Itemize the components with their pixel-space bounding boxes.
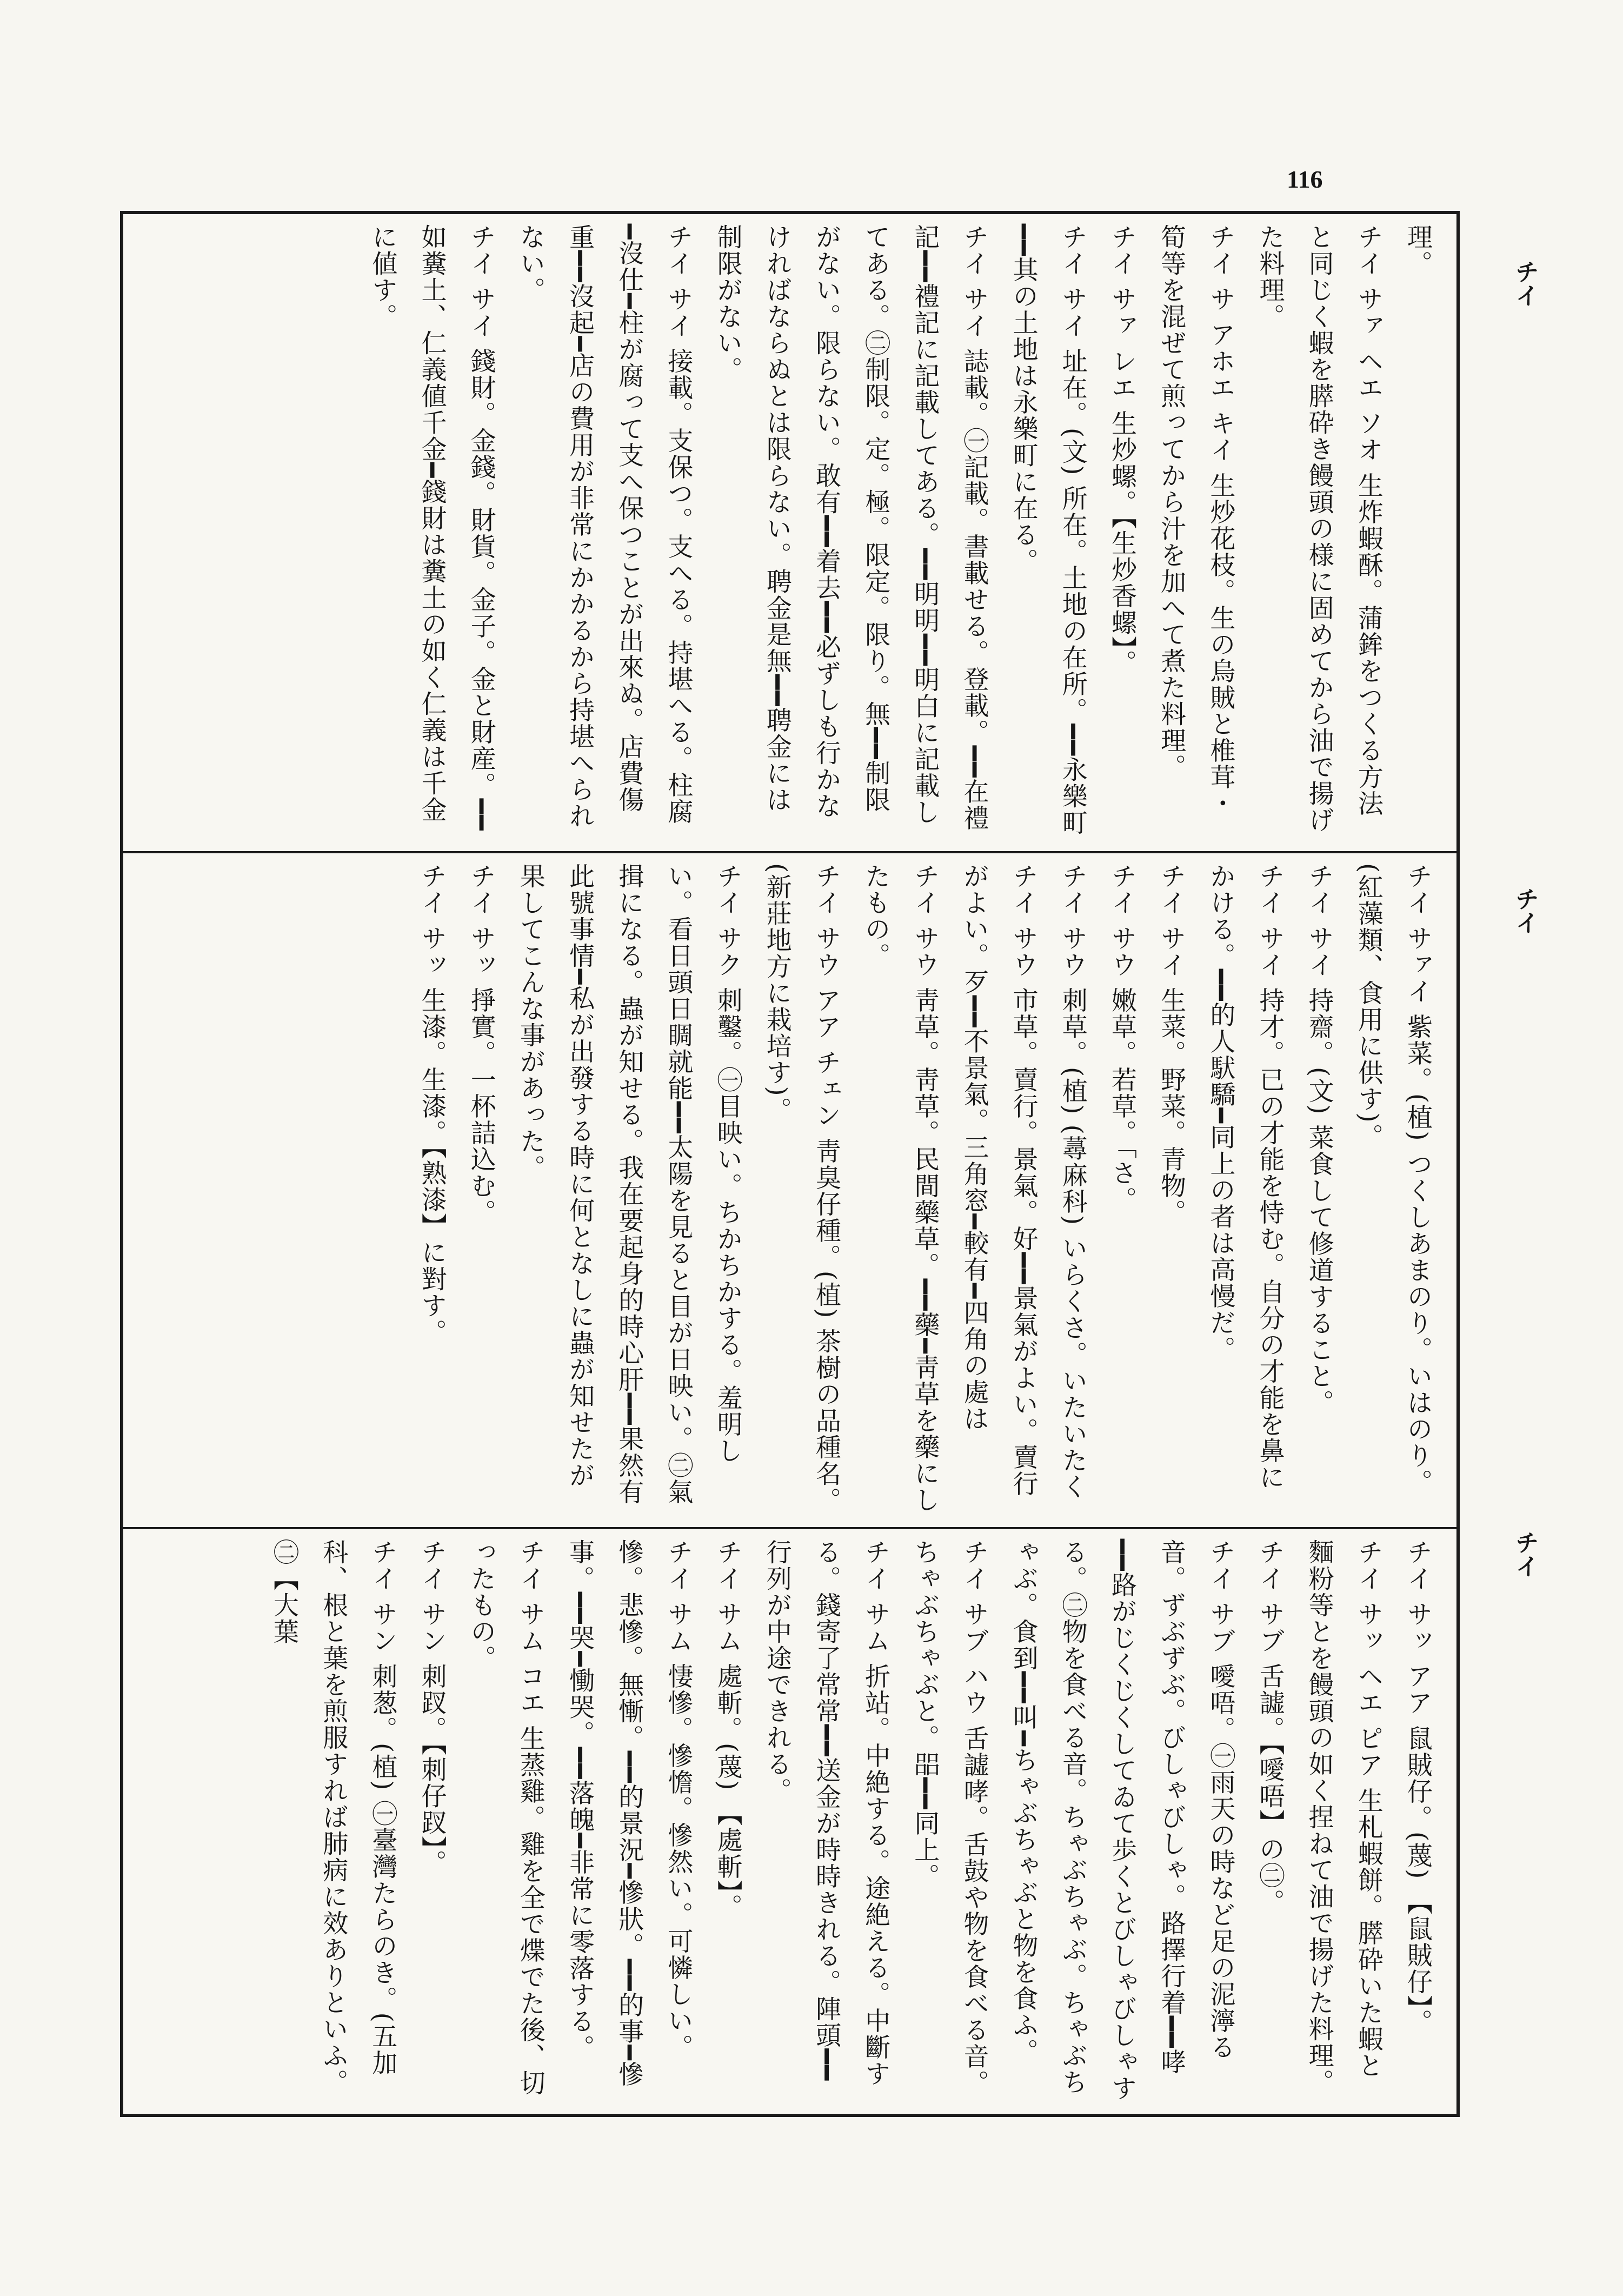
dictionary-entry: チイ サァイ 紫菜。(植) つくしあまのり。いはのり。(紅藻類、食用に供す)。 — [1353, 863, 1433, 1496]
dictionary-entry: 理。 — [1403, 224, 1433, 277]
dictionary-entry: チイ サウ 靑草。靑草。民間藥草。━━藥━靑草を藥にしたもの。 — [861, 863, 940, 1514]
dictionary-entry: チイ サム 悽慘。慘憺。慘然い。可憐しい。慘。悲慘。無慚。━━的景況━慘狀。━━的事━慘事。━━哭━慟哭。━━落魄━非常に零落する。 — [565, 1539, 694, 2088]
dictionary-entry: チイ サウ 市草。賣行。景氣。好━━景氣がよい。賣行がよい。歹━━不景氣。三角窓━較有━四角の處は — [959, 863, 1039, 1497]
section-middle — [123, 851, 1456, 1527]
dictionary-entry: チイ サク 刺鑿。㊀目映い。ちかちかする。羞明しい。看日頭日睭就能━━太陽を見ると目が日映い。㊁氣揖になる。蟲が知せる。我在要起身的時心肝━━果然有此號事情━私が出發する時に何となしに蟲が知せたが果してこんな事があった。 — [515, 863, 743, 1505]
dictionary-entry: チイ サッ 生漆。生漆。【熟漆】に對す。 — [417, 863, 447, 1346]
dictionary-entry: チイ サン 刺葱。(植) ㊀臺灣たらのき。(五加科、根と葉を煎服すれば肺病に效ありといふ。㊁【大葉 — [269, 1539, 398, 2095]
dictionary-entry: チイ サイ 持才。已の才能を恃む。自分の才能を鼻にかける。━━的人䭾驕━同上の者は高慢だ。 — [1206, 863, 1285, 1491]
dictionary-entry: チイ サン 刺䟕。【刺仔䟕】。 — [417, 1539, 447, 1876]
dictionary-entry: チイ サイ 持齋。(文) 菜食して修道すること。 — [1304, 863, 1334, 1416]
dictionary-entry: チイ サム コエ 生蒸雞。雞を全で煠でた後、切ったもの。 — [466, 1539, 546, 2096]
section-top — [123, 214, 1456, 851]
dictionary-entry: チイ サイ 生菜。野菜。青物。 — [1156, 863, 1187, 1226]
section-middle-text — [407, 863, 1442, 1515]
section-top-text — [358, 224, 1442, 839]
dictionary-entry: チイ サッ 掙實。一杯詰込む。 — [466, 863, 496, 1226]
dictionary-entry: チイ サッ アア 鼠賊仔。(蔑) 【鼠賊仔】。 — [1403, 1539, 1433, 2035]
dictionary-entry: チイ サム 處斬。(蔑) 【處斬】。 — [713, 1539, 743, 1920]
dictionary-entry: チイ サァ レエ 生炒螺。【生炒香螺】。 — [1107, 224, 1137, 676]
dictionary-entry: チイ サウ 刺草。(植) (蕁麻科) いらくさ。いたいたく — [1057, 863, 1088, 1501]
page-number: 116 — [1287, 165, 1323, 193]
dictionary-entry: チイ サッ ヘエ ピア 生札蝦餅。膵砕いた蝦と麵粉等とを饅頭の如く捏ねて油で揚げた料理。 — [1304, 1539, 1383, 2095]
dictionary-entry: チイ サブ ハウ 舌譃哮。舌鼓や物を食べる音。ちゃぶちゃぶと。㗊━━同上。 — [910, 1539, 989, 2096]
dictionary-entry: チイ サイ 接載。支保つ。支へる。持堪へる。柱腐━沒仕━柱が腐って支へ保つことが出來ぬ。店費傷重━━沒起━店の費用が非常にかかるから持堪へられない。 — [515, 224, 694, 830]
dictionary-entry: チイ サイ 誌載。㊀記載。書載せる。登載。━━在禮記━━禮記に記載してある。━━明明━━明白に記載してある。㊁制限。定。極。限定。限り。無━━制限がない。限らない。敢有━━着去━━必ずしも行かなければならぬとは限らない。聘金是無━━聘金には制限がない。 — [713, 224, 989, 832]
section-bottom-text — [260, 1539, 1442, 2102]
section-bottom — [123, 1527, 1456, 2114]
dictionary-entry: チイ サ アホエ キイ 生炒花枝。生の烏賊と椎茸・筍等を混ぜて煎ってから汁を加へて煮た料理。 — [1156, 224, 1236, 817]
running-head-bottom: チイ — [1511, 1530, 1539, 1578]
dictionary-entry: チイ サイ 錢財。金錢。財貨。金子。金と財産。━━如糞土、仁義値千金━錢財は糞土の如く仁義は千金に値す。 — [368, 224, 496, 832]
dictionary-entry: チイ サァ ヘエ ソオ 生炸蝦酥。蒲鉾をつくる方法と同じく蝦を膵砕き饅頭の様に固めてから油で揚げた料理。 — [1255, 224, 1383, 833]
dictionary-entry: チイ サム 折站。中絶する。途絶える。中斷する。錢寄了常常━━送金が時時きれる。陣頭━━行列が中途できれる。 — [762, 1539, 891, 2087]
dictionary-entry: チイ サブ 噯唔。㊀雨天の時など足の泥濘る音。ずぶずぶ。びしゃびしゃ。路擇行着━━哮━━路がじくじくしてゐて歩くとびしゃびしゃする。㊁物を食べる音。ちゃぶちゃぶ。ちゃぶちゃぶ。食到━━叫━ちゃぶちゃぶと物を食ふ。 — [1008, 1539, 1236, 2102]
dictionary-entry: チイ サイ 址在。(文) 所在。土地の在所。━━永樂町━━其の土地は永樂町に在る。 — [1008, 224, 1088, 837]
dictionary-entry: チイ サウ 嫩草。若草。「さ。 — [1107, 863, 1137, 1213]
running-head-top: チイ — [1511, 260, 1539, 307]
dictionary-entry: チイ サウ アア チェン 靑臭仔種。(植) 茶樹の品種名。(新莊地方に栽培す)。 — [762, 863, 841, 1514]
running-head-middle: チイ — [1511, 887, 1539, 934]
page-frame — [120, 211, 1460, 2117]
dictionary-entry: チイ サブ 舌譃。【噯唔】の㊁。 — [1255, 1539, 1285, 1916]
